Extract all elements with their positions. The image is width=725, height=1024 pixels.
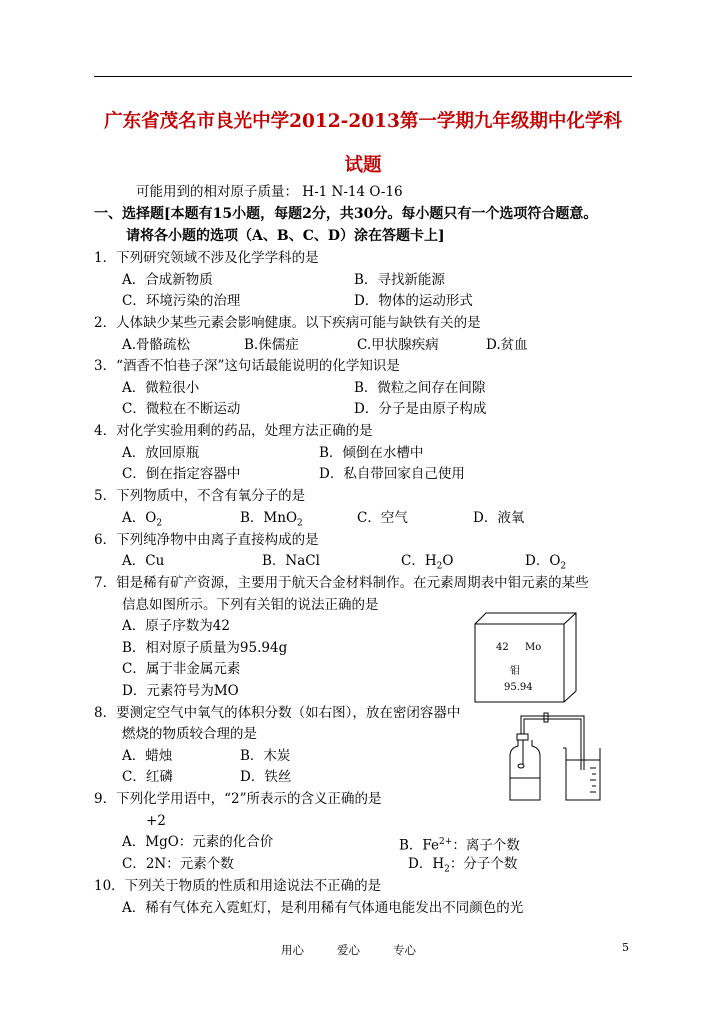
question-3-option-d: D．分子是由原子构成: [354, 401, 487, 417]
question-1-option-a: A．合成新物质: [122, 272, 213, 288]
question-7-option-b: B．相对原子质量为95.94g: [122, 640, 288, 656]
element-atomic-number: 42: [496, 642, 509, 653]
header-rule: [94, 76, 632, 77]
element-symbol: Mo: [525, 642, 542, 653]
element-name: 钼: [510, 666, 520, 677]
question-2-option-b: B.侏儒症: [244, 337, 299, 353]
page-title-continued: 试题: [344, 155, 382, 176]
question-2-option-a: A.骨骼疏松: [122, 337, 191, 353]
question-8-option-b: B．木炭: [240, 748, 291, 764]
question-3-option-a: A．微粒很小: [122, 380, 200, 396]
element-card: [474, 612, 577, 703]
question-9-option-a: A．MgO：元素的化合价: [122, 834, 274, 850]
question-7-option-d: D．元素符号为MO: [122, 683, 239, 699]
question-7-stem-continued: 信息如图所示。下列有关钼的说法正确的是: [122, 597, 379, 613]
question-3-stem: 3．“酒香不怕巷子深”这句话最能说明的化学知识是: [94, 358, 400, 374]
question-6-option-a: A．Cu: [122, 553, 165, 569]
question-4-option-a: A．放回原瓶: [122, 445, 200, 461]
question-5-stem: 5．下列物质中，不含有氧分子的是: [94, 488, 306, 504]
question-6-option-c: C．$H_2O$: [401, 553, 454, 572]
question-7-stem: 7．钼是稀有矿产资源，主要用于航天合金材料制作。在元素周期表中钼元素的某些: [94, 575, 589, 591]
question-9-option-c: C．2N：元素个数: [122, 856, 234, 872]
element-atomic-mass: 95.94: [504, 682, 533, 693]
question-2-option-c: C.甲状腺疾病: [357, 337, 439, 353]
question-9-option-b: B．$Fe^{2+}$：离子个数: [399, 837, 520, 854]
question-1-option-c: C．环境污染的治理: [122, 293, 241, 309]
question-8-option-a: A．蜡烛: [122, 748, 173, 764]
footer-word-1: 用心: [281, 943, 304, 957]
question-3-option-b: B．微粒之间存在间隙: [354, 380, 486, 396]
question-9-stem: 9．下列化学用语中，“2”所表示的含义正确的是: [94, 791, 382, 807]
question-2-option-d: D.贫血: [486, 337, 528, 353]
question-5-option-d: D．液氧: [473, 510, 525, 526]
valence-mark: +2: [146, 813, 166, 829]
page-title: 广东省茂名市良光中学2012-2013第一学期九年级期中化学科: [104, 111, 622, 132]
question-5-option-a: A．$O_2$: [122, 510, 163, 529]
question-4-option-d: D．私自带回家自己使用: [319, 466, 465, 482]
question-4-option-b: B．倾倒在水槽中: [319, 445, 424, 461]
question-6-stem: 6．下列纯净物中由离子直接构成的是: [94, 532, 319, 548]
question-7-option-a: A．原子序数为42: [122, 618, 230, 634]
question-3-option-c: C．微粒在不断运动: [122, 401, 241, 417]
question-8-option-c: C．红磷: [122, 769, 173, 785]
question-1-stem: 1．下列研究领域不涉及化学学科的是: [94, 250, 319, 266]
page-number: 5: [622, 941, 629, 954]
question-10-stem: 10．下列关于物质的性质和用途说法不正确的是: [94, 878, 382, 894]
question-10-option-a: A．稀有气体充入霓虹灯，是利用稀有气体通电能发出不同颜色的光: [122, 900, 524, 916]
question-5-option-c: C．空气: [357, 510, 408, 526]
question-8-option-d: D．铁丝: [240, 769, 292, 785]
footer-word-3: 专心: [393, 943, 416, 957]
section-heading: 一、选择题[本题有15小题，每题2分，共30分。每小题只有一个选项符合题意。: [94, 206, 598, 222]
footer-word-2: 爱心: [337, 943, 360, 957]
question-1-option-b: B．寻找新能源: [354, 272, 445, 288]
atomic-mass-note: 可能用到的相对原子质量： H-1 N-14 O-16: [136, 184, 403, 200]
question-8-stem-continued: 燃烧的物质较合理的是: [122, 726, 257, 742]
section-note: 请将各小题的选项（A、B、C、D）涂在答题卡上]: [126, 228, 445, 244]
question-9-option-d: D．$H_2$：分子个数: [408, 856, 518, 875]
question-5-option-b: B．MnO$_2$: [240, 510, 303, 529]
question-4-option-c: C．倒在指定容器中: [122, 466, 241, 482]
question-1-option-d: D．物体的运动形式: [354, 293, 473, 309]
question-4-stem: 4．对化学实验用剩的药品，处理方法正确的是: [94, 423, 373, 439]
question-8-stem: 8．要测定空气中氧气的体积分数（如右图），放在密闭容器中: [94, 705, 461, 721]
question-6-option-d: D．$O_2$: [525, 553, 567, 572]
question-6-option-b: B．NaCl: [262, 553, 320, 569]
question-7-option-c: C．属于非金属元素: [122, 661, 241, 677]
oxygen-experiment-apparatus: [500, 708, 605, 804]
question-2-stem: 2．人体缺少某些元素会影响健康。以下疾病可能与缺铁有关的是: [94, 315, 481, 331]
